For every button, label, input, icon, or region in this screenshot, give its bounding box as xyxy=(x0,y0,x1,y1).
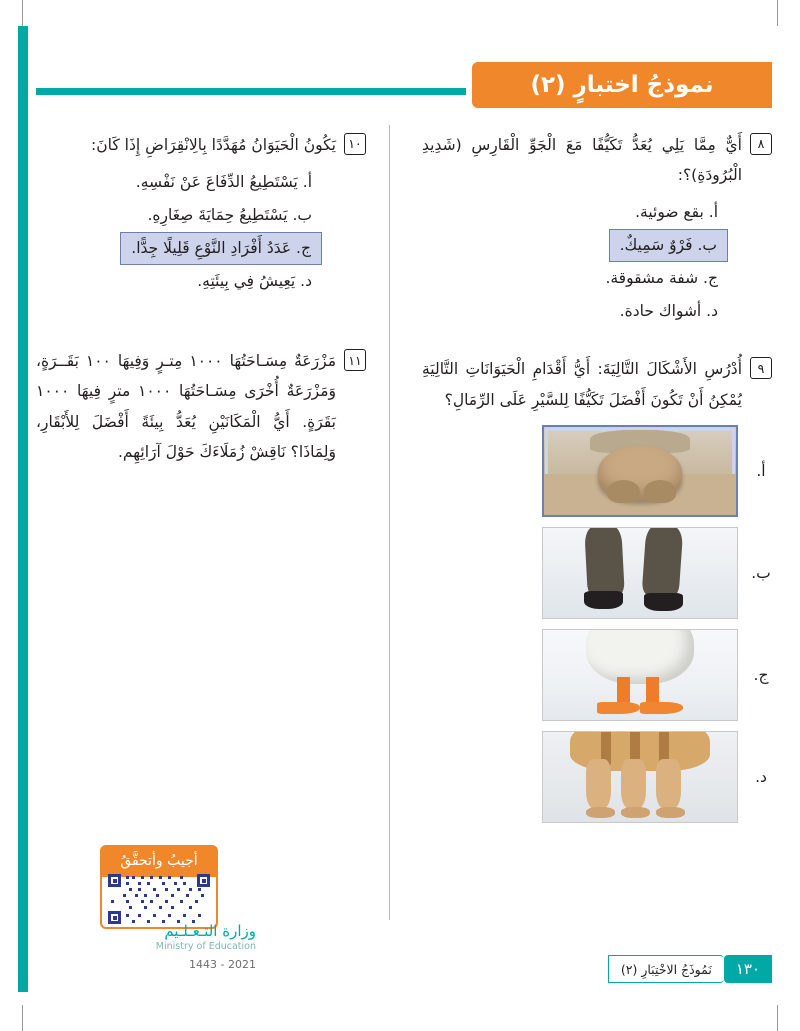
option-d[interactable]: د. يَعِيشُ فِي بِيئَتِهِ. xyxy=(197,272,312,291)
option-a[interactable]: أ. بقع ضوئية. xyxy=(635,203,718,222)
camel-foot-photo[interactable] xyxy=(542,425,738,517)
header-rule xyxy=(36,88,466,95)
question-10-options xyxy=(36,166,356,298)
choice-c-label: ج. xyxy=(753,665,769,684)
column-divider xyxy=(389,125,390,920)
choice-b-row[interactable] xyxy=(422,527,772,619)
choice-d-row[interactable] xyxy=(422,731,772,823)
question-11-number: ١١ xyxy=(344,349,366,371)
page-spine-bar xyxy=(18,26,28,992)
right-column xyxy=(422,130,772,841)
ministry-name-ar: وزارة التـعـلـيم xyxy=(164,922,256,940)
ministry-name-en: Ministry of Education xyxy=(155,941,256,952)
option-b[interactable]: ب. يَسْتَطِيعُ حِمَايَةَ صِغَارِهِ. xyxy=(147,206,312,225)
ministry-year: 2021 - 1443 xyxy=(189,958,256,971)
qr-code[interactable] xyxy=(108,874,210,924)
question-9-text: أُدْرُسِ الأَشْكَالَ التَّالِيَةَ: أَيُّ أَقْدَامِ الْحَيَوَانَاتِ التَّالِيَةِ يُمْكِنُ أَنْ تَكُونَ أَفْضَلَ تَكَيُّفًا لِلسَّيْرِ عَلَى الرِّمَالِ؟ xyxy=(422,360,742,409)
page-footer xyxy=(608,955,772,983)
question-10 xyxy=(36,130,366,298)
choice-d-label: د. xyxy=(755,767,767,786)
question-8-options xyxy=(422,196,762,328)
left-column xyxy=(36,130,366,485)
crop-mark-bottom-right xyxy=(777,1005,778,1031)
option-c[interactable]: ج. عَدَدُ أَفْرَادِ النَّوْعِ قَلِيلًا جِدًّا. xyxy=(120,232,322,265)
question-8-number: ٨ xyxy=(750,133,772,155)
crop-mark-top-right xyxy=(777,0,778,26)
question-10-number: ١٠ xyxy=(344,133,366,155)
question-8-text: أَيٌّ مِمَّا يَلِي يُعَدُّ تَكَيُّفًا مَعَ الْجَوِّ الْقَارِسِ (شَدِيدِ الْبُرُودَةِ)؟: xyxy=(422,136,742,185)
question-11 xyxy=(36,346,366,467)
option-a[interactable]: أ. يَسْتَطِيعُ الدِّفَاعَ عَنْ نَفْسِهِ. xyxy=(135,173,312,192)
option-b[interactable]: ب. فَرْوٌ سَمِيكٌ. xyxy=(609,229,728,262)
choice-b-label: ب. xyxy=(751,563,771,582)
question-8 xyxy=(422,130,772,328)
question-9-number: ٩ xyxy=(750,357,772,379)
question-11-text: مَزْرَعَةٌ مِسَـاحَتُهَا ١٠٠٠ مِتـرٍ وَفِيهَا ١٠٠ بَقَــرَةٍ، وَمَزْرَعَةٌ أُخْرَى مِسَـاحَتُهَا ١٠٠٠ مترٍ فِيهَا ١٠٠٠ بَقَرَةٍ. أَيُّ الْمَكَانَيْنِ يُعَدُّ بِيئَةً أَفْضَلَ لِلأَبْقَارِ، وَلِمَاذَا؟ نَاقِشْ زُمَلَاءَكَ حَوْلَ آرَائِهِم. xyxy=(36,352,336,461)
question-9 xyxy=(422,354,772,822)
question-9-choices xyxy=(422,425,772,823)
page-number: ١٣٠ xyxy=(724,955,772,983)
choice-a-label: أ. xyxy=(756,461,766,480)
option-c[interactable]: ج. شفة مشقوقة. xyxy=(605,269,718,288)
footer-label: نَمُوذَجُ الاخْتِبَارِ (٢) xyxy=(608,955,724,983)
ministry-logo xyxy=(36,922,256,971)
duck-webbed-foot-photo[interactable] xyxy=(542,629,738,721)
crop-mark-top-left xyxy=(22,0,23,26)
option-d[interactable]: د. أشواك حادة. xyxy=(619,302,718,321)
crop-mark-bottom-left xyxy=(22,1005,23,1031)
page-title: نموذجُ اختبارٍ (٢) xyxy=(472,62,772,108)
goat-hoof-photo[interactable] xyxy=(542,527,738,619)
choice-a-row[interactable] xyxy=(422,425,772,517)
question-10-text: يَكُونُ الْحَيَوَانُ مُهَدَّدًا بِالِانْقِرَاضِ إِذَا كَانَ: xyxy=(91,136,336,154)
choice-c-row[interactable] xyxy=(422,629,772,721)
cat-paw-photo[interactable] xyxy=(542,731,738,823)
verify-badge: أجيبُ وأتحقَّقُ xyxy=(100,845,218,877)
